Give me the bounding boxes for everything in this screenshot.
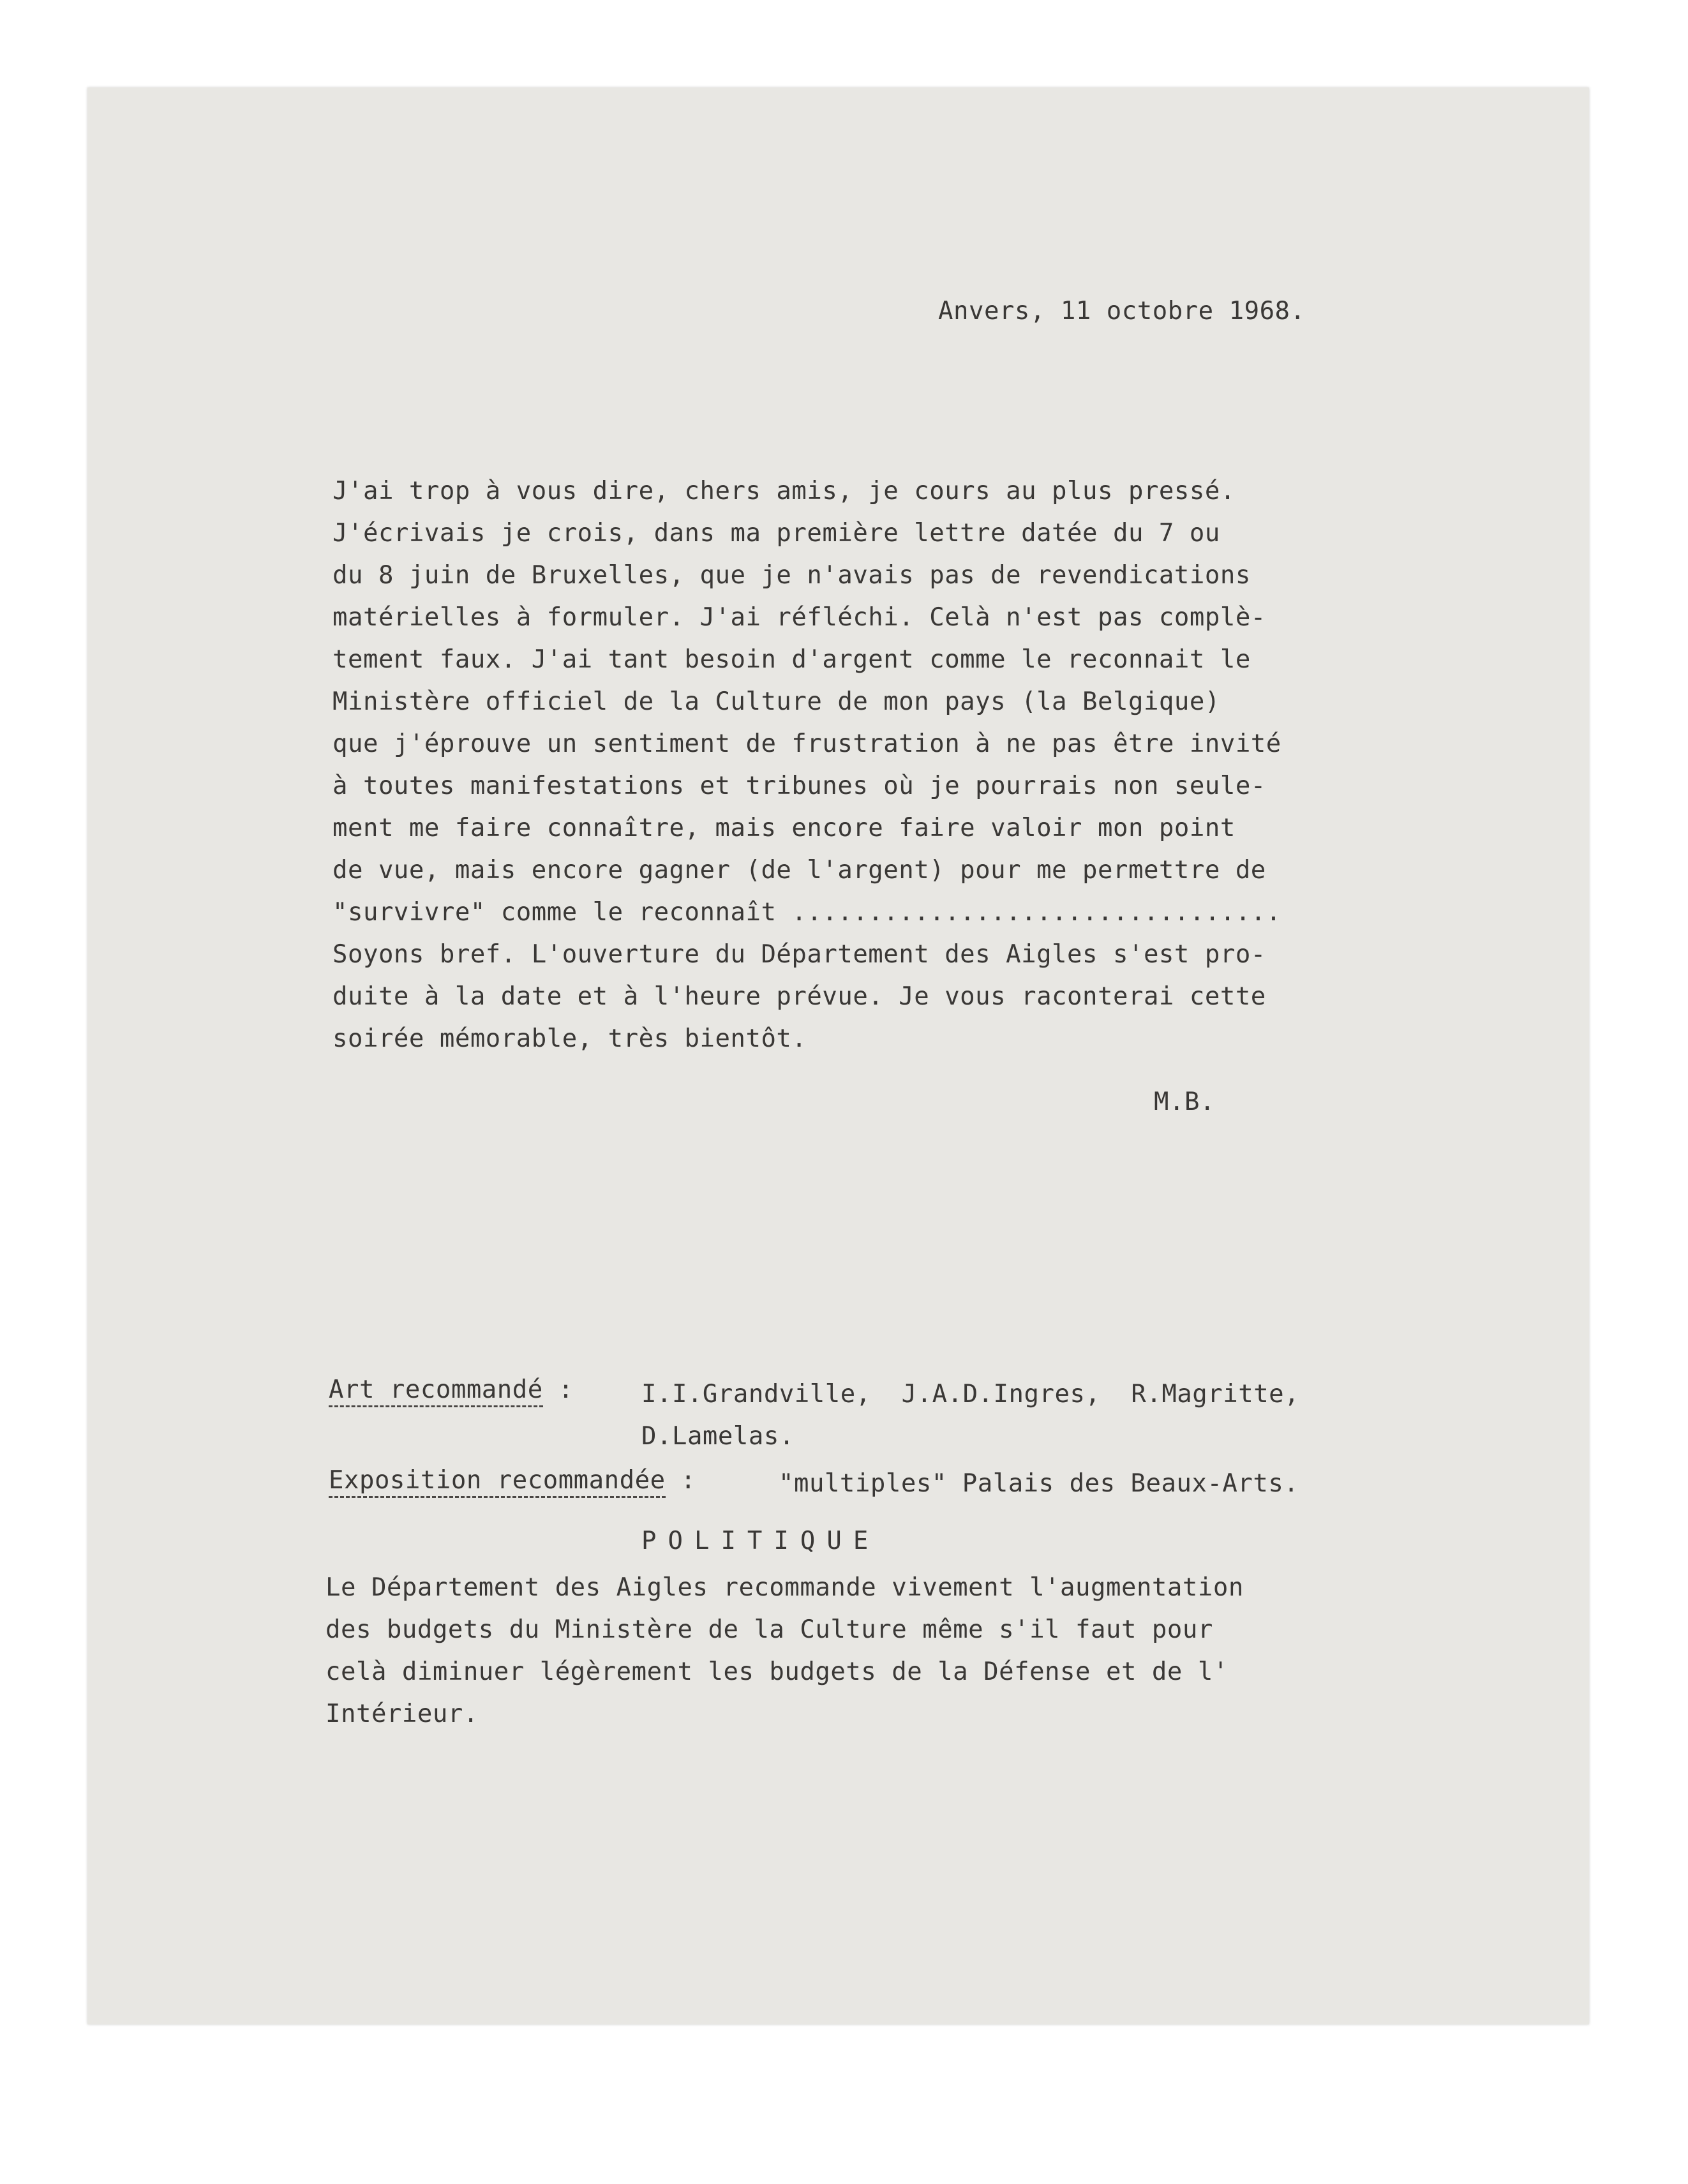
politique-body — [325, 1567, 1244, 1735]
body-line: tement faux. J'ai tant besoin d'argent comme le reconnait le — [332, 645, 1251, 674]
body-line: "survivre" comme le reconnaît ................................ — [332, 898, 1281, 927]
body-line: que j'éprouve un sentiment de frustration à ne pas être invité — [332, 729, 1281, 758]
art-names-line-1: I.I.Grandville, J.A.D.Ingres, R.Magritte, — [641, 1380, 1300, 1409]
body-line: duite à la date et à l'heure prévue. Je vous raconterai cette — [332, 982, 1266, 1011]
body-line: ment me faire connaître, mais encore faire valoir mon point — [332, 814, 1236, 842]
politique-line: Le Département des Aigles recommande vivement l'augmentation — [325, 1573, 1244, 1602]
exposition-recommended-label: Exposition recommandée — [329, 1466, 666, 1498]
body-line: de vue, mais encore gagner (de l'argent) pour me permettre de — [332, 856, 1266, 885]
dateline: Anvers, 11 octobre 1968. — [938, 297, 1306, 325]
exposition-label-row — [329, 1465, 696, 1497]
body-line: matérielles à formuler. J'ai réfléchi. Celà n'est pas complè- — [332, 603, 1266, 632]
body-line: soirée mémorable, très bientôt. — [332, 1024, 807, 1053]
body-line: à toutes manifestations et tribunes où je pourrais non seule- — [332, 772, 1266, 800]
body-line: J'ai trop à vous dire, chers amis, je cours au plus pressé. — [332, 477, 1236, 505]
art-names-line-2: D.Lamelas. — [641, 1422, 795, 1451]
art-recommended-label-row — [329, 1374, 574, 1406]
politique-line: des budgets du Ministère de la Culture même s'il faut pour — [325, 1615, 1213, 1644]
signature: M.B. — [1154, 1088, 1215, 1116]
politique-line: Intérieur. — [325, 1700, 479, 1728]
politique-line: celà diminuer légèrement les budgets de la Défense et de l' — [325, 1657, 1229, 1686]
letter-body — [332, 470, 1281, 1060]
body-line: du 8 juin de Bruxelles, que je n'avais pas de revendications — [332, 561, 1251, 590]
body-line: J'écrivais je crois, dans ma première lettre datée du 7 ou — [332, 519, 1220, 548]
politique-heading: POLITIQUE — [641, 1527, 880, 1555]
exposition-value: "multiples" Palais des Beaux-Arts. — [779, 1469, 1299, 1498]
body-line: Soyons bref. L'ouverture du Département des Aigles s'est pro- — [332, 940, 1266, 969]
body-line: Ministère officiel de la Culture de mon pays (la Belgique) — [332, 687, 1220, 716]
art-separator: : — [542, 1375, 574, 1404]
art-recommended-label: Art recommandé — [329, 1375, 543, 1407]
exposition-separator: : — [665, 1466, 696, 1495]
